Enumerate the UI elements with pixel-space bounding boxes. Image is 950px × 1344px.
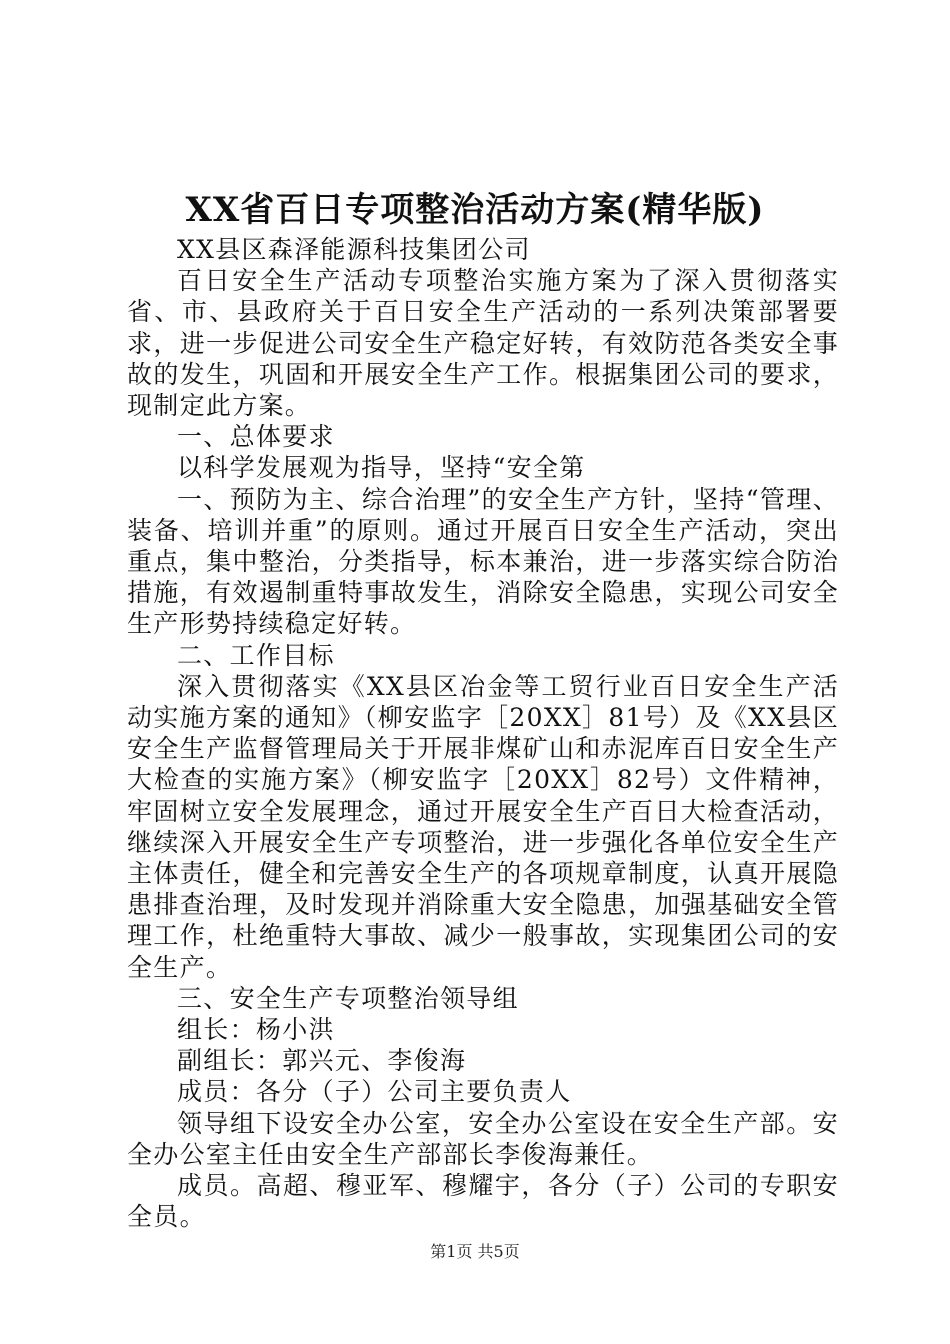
paragraph: 一、预防为主、综合治理”的安全生产方针，坚持“管理、装备、培训并重”的原则。通过开展百日安全生产活动，突出重点，集中整治，分类指导，标本兼治，进一步落实综合防治措施，有效遏制重特事故发生，消除安全隐患，实现公司安全生产形势持续稳定好转。 (127, 484, 839, 639)
paragraph: 组长：杨小洪 (177, 1015, 335, 1045)
section-heading-1: 一、总体要求 (177, 422, 335, 452)
paragraph: 领导组下设安全办公室，安全办公室设在安全生产部。安全办公室主任由安全生产部部长李俊海兼任。 (127, 1108, 839, 1169)
document-title: XX省百日专项整治活动方案(精华版) (185, 190, 765, 230)
section-heading-3: 三、安全生产专项整治领导组 (177, 983, 519, 1013)
paragraph: 成员：各分（子）公司主要负责人 (177, 1077, 572, 1107)
company-name: XX县区森泽能源科技集团公司 (177, 235, 531, 264)
paragraph: 成员。高超、穆亚军、穆耀宇，各分（子）公司的专职安全员。 (127, 1171, 839, 1232)
intro-paragraph: 百日安全生产活动专项整治实施方案为了深入贯彻落实省、市、县政府关于百日安全生产活动的一系列决策部署要求，进一步促进公司安全生产稳定好转，有效防范各类安全事故的发生，巩固和开展安全生产工作。根据集团公司的要求，现制定此方案。 (127, 266, 839, 421)
page-footer: 第1页 共5页 (430, 1242, 520, 1261)
paragraph: 以科学发展观为指导，坚持“安全第 (177, 453, 586, 483)
document-body (127, 234, 839, 1233)
paragraph: 副组长：郭兴元、李俊海 (177, 1046, 467, 1076)
section-heading-2: 二、工作目标 (177, 640, 335, 670)
paragraph: 深入贯彻落实《XX县区冶金等工贸行业百日安全生产活动实施方案的通知》（柳安监字［20XX］81号）及《XX县区安全生产监督管理局关于开展非煤矿山和赤泥库百日安全生产大检查的实施方案》（柳安监字［20XX］82号）文件精神，牢固树立安全发展理念，通过开展安全生产百日大检查活动，继续深入开展安全生产专项整治，进一步强化各单位安全生产主体责任，健全和完善安全生产的各项规章制度，认真开展隐患排查治理，及时发现并消除重大安全隐患，加强基础安全管理工作，杜绝重特大事故、减少一般事故，实现集团公司的安全生产。 (127, 671, 839, 982)
